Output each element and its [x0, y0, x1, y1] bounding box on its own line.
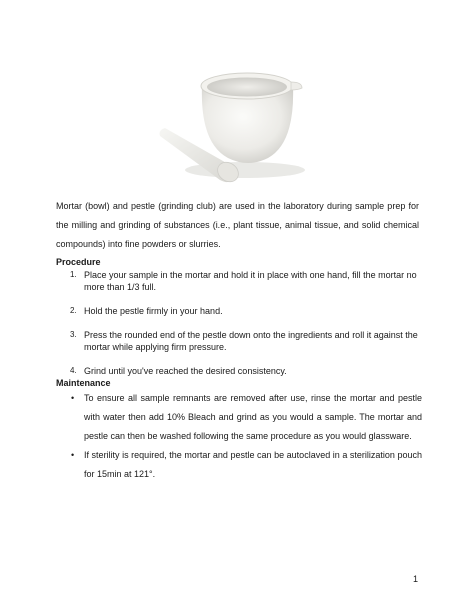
maintenance-items	[56, 389, 422, 484]
list-item: • To ensure all sample remnants are removed after use, rinse the mortar and pestle with water then add 10% Bleach and grind as you would a sample. The mortar and pestle can then be washed following the same procedure as you would glassware.	[56, 389, 422, 446]
procedure-heading: Procedure	[56, 257, 101, 267]
procedure-steps	[56, 269, 422, 389]
bullet-icon: •	[71, 393, 75, 403]
mortar-pestle-image	[150, 58, 320, 193]
list-item: 3. Press the rounded end of the pestle down onto the ingredients and roll it against the mortar while applying firm pressure.	[70, 330, 418, 352]
list-item: • If sterility is required, the mortar and pestle can be autoclaved in a sterilization pouch for 15min at 121°.	[56, 446, 422, 484]
mortar-and-pestle-photo	[150, 58, 320, 193]
maintenance-heading: Maintenance	[56, 378, 111, 388]
page-number: 1	[412, 574, 418, 584]
intro-paragraph: Mortar (bowl) and pestle (grinding club) are used in the laboratory during sample prep for the milling and grinding of substances (i.e., plant tissue, animal tissue, and solid chemical compounds) into fine powders or slurries.	[56, 201, 419, 249]
list-item: 2. Hold the pestle firmly in your hand.	[70, 306, 223, 316]
list-item: 4. Grind until you've reached the desired consistency.	[70, 366, 287, 376]
list-item: 1. Place your sample in the mortar and hold it in place with one hand, fill the mortar no more than 1/3 full.	[70, 270, 417, 292]
bullet-icon: •	[71, 450, 75, 460]
